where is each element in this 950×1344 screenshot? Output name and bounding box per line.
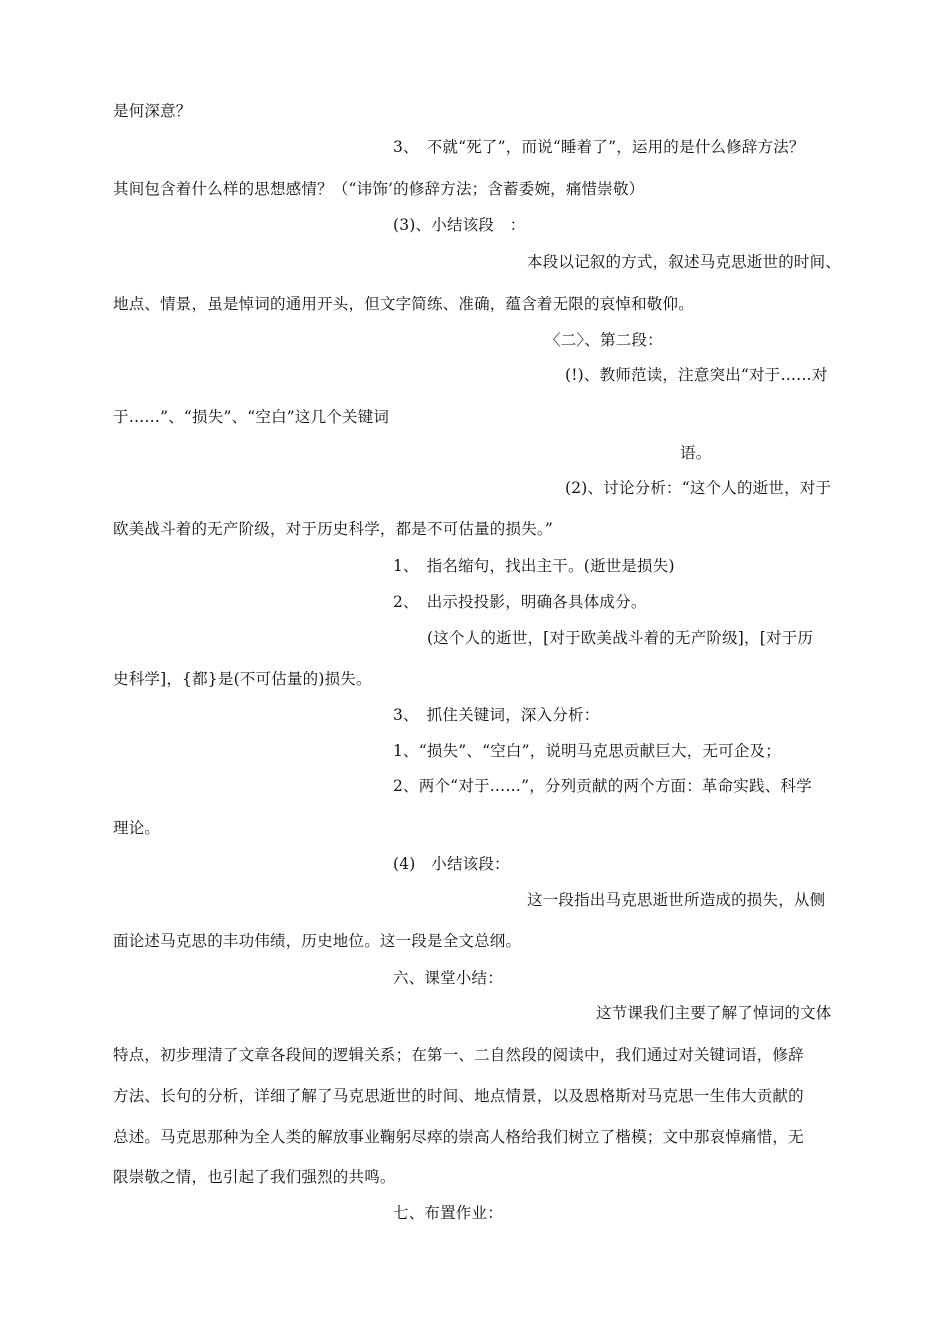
text-line: 2、 出示投投影，明确各具体成分。 — [393, 593, 647, 611]
text-line: 限崇敬之情，也引起了我们强烈的共鸣。 — [113, 1168, 396, 1186]
text-line: 这节课我们主要了解了悼词的文体 — [596, 1004, 832, 1022]
text-line: 地点、情景，虽是悼词的通用开头，但文字简练、准确，蕴含着无限的哀悼和敬仰。 — [113, 295, 694, 313]
text-line: 是何深意？ — [113, 102, 192, 120]
text-line: 六、课堂小结： — [393, 969, 503, 987]
text-line: 总述。马克思那种为全人类的解放事业鞠躬尽瘁的崇高人格给我们树立了楷模；文中那哀悼痛惜，无 — [113, 1128, 804, 1146]
text-line: 欧美战斗着的无产阶级，对于历史科学，都是不可估量的损失。” — [113, 520, 553, 538]
text-line: 3、 不就“死了”，而说“睡着了”，运用的是什么修辞方法？ — [393, 138, 805, 156]
text-line: (4) 小结该段： — [393, 855, 510, 873]
text-line: (!)、教师范读，注意突出“对于……对 — [565, 366, 828, 384]
text-line: (这个人的逝世，[对于欧美战斗着的无产阶级]，[对于历 — [427, 629, 814, 647]
text-line: 理论。 — [113, 819, 161, 837]
text-line: 语。 — [680, 444, 712, 462]
text-line: 3、 抓住关键词，深入分析： — [393, 706, 600, 724]
text-line: 史科学]，{都}是(不可估量的)损失。 — [113, 670, 372, 688]
text-line: 其间包含着什么样的思想感情？（“讳饰’的修辞方法；含蓄委婉，痛惜崇敬） — [113, 180, 645, 198]
text-line: 本段以记叙的方式，叙述马克思逝世的时间、 — [527, 253, 842, 271]
text-line: (2)、讨论分析：“这个人的逝世，对于 — [565, 479, 832, 497]
text-line: 面论述马克思的丰功伟绩，历史地位。这一段是全文总纲。 — [113, 932, 522, 950]
text-line: 方法、长句的分析，详细了解了马克思逝世的时间、地点情景，以及恩格斯对马克思一生伟大贡献的 — [113, 1087, 804, 1105]
text-line: (3)、小结该段 ： — [393, 216, 526, 234]
text-line: 这一段指出马克思逝世所造成的损失，从侧 — [527, 891, 826, 909]
text-line: 〈二〉、第二段： — [545, 331, 663, 349]
text-line: 于……”、“损失”、“空白”这几个关键词 — [113, 408, 390, 426]
text-line: 1、“损失”、“空白”，说明马克思贡献巨大，无可企及； — [393, 742, 781, 760]
text-line: 1、 指名缩句，找出主干。(逝世是损失) — [393, 557, 675, 575]
text-line: 七、布置作业： — [393, 1204, 503, 1222]
text-line: 2、两个“对于……”，分列贡献的两个方面：革命实践、科学 — [393, 777, 812, 795]
text-line: 特点，初步理清了文章各段间的逻辑关系；在第一、二自然段的阅读中，我们通过对关键词语，修辞 — [113, 1046, 804, 1064]
